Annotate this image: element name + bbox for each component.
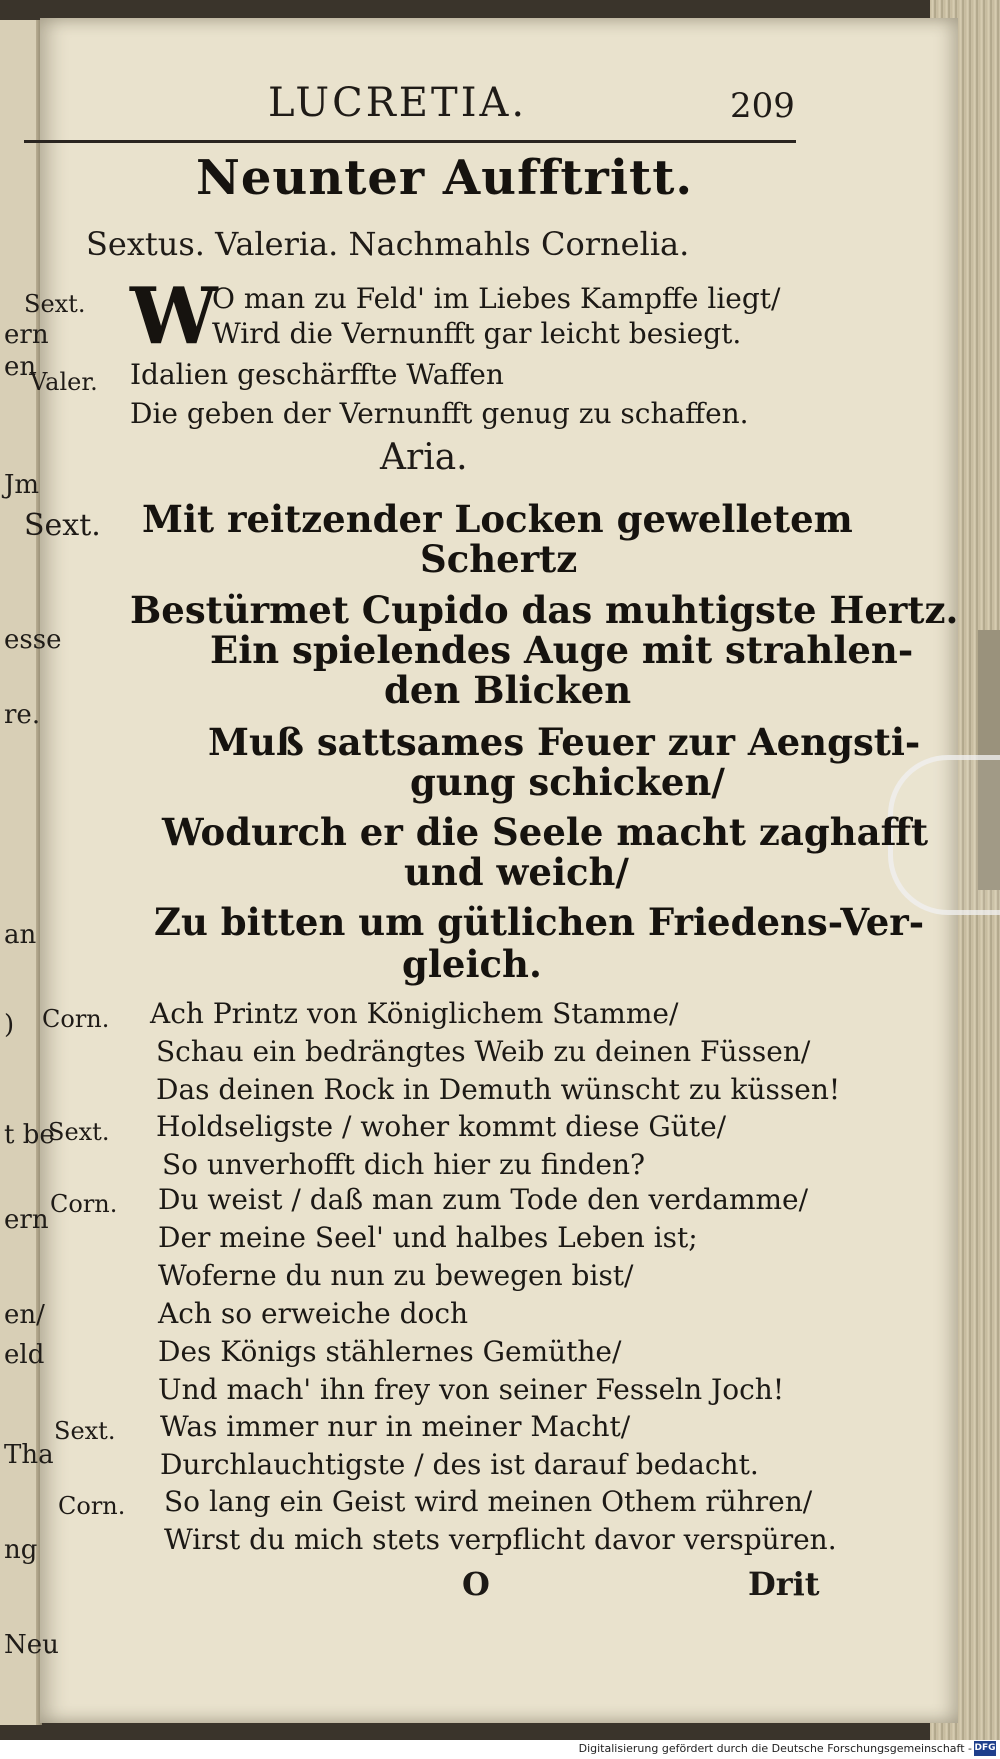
- aria-line: gleich.: [402, 942, 542, 986]
- catchword: Drit: [748, 1565, 820, 1603]
- character-list: Sextus. Valeria. Nachmahls Cornelia.: [86, 225, 690, 263]
- aria-line: Zu bitten um gütlichen Friedens-Ver-: [154, 900, 925, 944]
- left-fragment: ng: [4, 1535, 38, 1565]
- speaker-label: Sext.: [48, 1118, 110, 1146]
- aria-line: Bestürmet Cupido das muhtigste Hertz.: [130, 588, 959, 632]
- left-fragment: Tha: [4, 1440, 54, 1470]
- verse-line: Woferne du nun zu bewegen bist/: [158, 1259, 634, 1292]
- left-fragment: Jm: [4, 470, 40, 500]
- left-fragment: an: [4, 920, 37, 950]
- left-fragment: re.: [4, 700, 41, 730]
- left-fragment: en: [4, 352, 37, 382]
- verse-line: Was immer nur in meiner Macht/: [160, 1410, 631, 1443]
- verse-line: Des Königs stählernes Gemüthe/: [158, 1335, 622, 1368]
- running-title: LUCRETIA.: [268, 80, 528, 126]
- aria-line: den Blicken: [384, 668, 632, 712]
- aria-line: Ein spielendes Auge mit strahlen-: [210, 628, 914, 672]
- verse-line: Der meine Seel' und halbes Leben ist;: [158, 1221, 698, 1254]
- speaker-label: Valer.: [30, 368, 98, 396]
- verse-line: Ach so erweiche doch: [158, 1297, 469, 1330]
- verse-line: Wirst du mich stets verpflicht davor verspüren.: [164, 1523, 837, 1556]
- speaker-label: Corn.: [58, 1492, 126, 1520]
- verse-line: Das deinen Rock in Demuth wünscht zu küssen!: [156, 1073, 841, 1106]
- aria-line: Schertz: [420, 537, 578, 581]
- aria-line: Mit reitzender Locken gewelletem: [142, 497, 853, 541]
- aria-line: und weich/: [404, 850, 629, 894]
- left-fragment: eld: [4, 1340, 45, 1370]
- verse-line: Die geben der Vernunfft genug zu schaffen.: [130, 397, 749, 430]
- speaker-label: Corn.: [50, 1190, 118, 1218]
- speaker-label: Sext.: [24, 290, 86, 318]
- verse-line: O man zu Feld' im Liebes Kampffe liegt/: [212, 282, 781, 315]
- dfg-logo-icon: DFG: [974, 1741, 996, 1756]
- digitization-note: Digitalisierung gefördert durch die Deutsche Forschungsgemeinschaft -: [578, 1742, 972, 1755]
- verse-line: Wird die Vernunfft gar leicht besiegt.: [212, 317, 742, 350]
- verse-line: Durchlauchtigste / des ist darauf bedacht.: [160, 1448, 759, 1481]
- left-fragment: Neu: [4, 1630, 59, 1660]
- verse-line: Schau ein bedrängtes Weib zu deinen Füssen/: [156, 1035, 811, 1068]
- aria-line: Wodurch er die Seele macht zaghafft: [162, 810, 929, 854]
- scene-title: Neunter Aufftritt.: [196, 150, 694, 206]
- verse-line: Idalien geschärffte Waffen: [130, 358, 504, 391]
- verse-line: Holdseligste / woher kommt diese Güte/: [156, 1110, 727, 1143]
- header-rule: [24, 140, 796, 143]
- aria-heading: Aria.: [380, 437, 468, 478]
- left-fragment: ern: [4, 320, 49, 350]
- verse-line: So lang ein Geist wird meinen Othem rühren/: [164, 1485, 813, 1518]
- left-fragment: ern: [4, 1205, 49, 1235]
- left-fragment: ): [4, 1010, 15, 1040]
- aria-line: gung schicken/: [410, 760, 725, 804]
- speaker-label: Corn.: [42, 1005, 110, 1033]
- speaker-label: Sext.: [54, 1417, 116, 1445]
- speaker-label: Sext.: [24, 508, 101, 543]
- aria-line: Muß sattsames Feuer zur Aengsti-: [208, 720, 921, 764]
- drop-cap: W: [130, 271, 218, 362]
- verse-line: Und mach' ihn frey von seiner Fesseln Joch!: [158, 1373, 785, 1406]
- verse-line: Ach Printz von Königlichem Stamme/: [150, 997, 679, 1030]
- signature-mark: O: [462, 1565, 490, 1603]
- left-fragment: t be: [4, 1120, 55, 1150]
- verse-line: Du weist / daß man zum Tode den verdamme/: [158, 1183, 809, 1216]
- verse-line: So unverhofft dich hier zu finden?: [162, 1148, 645, 1181]
- left-fragment: en/: [4, 1300, 45, 1330]
- left-fragment: esse: [4, 625, 62, 655]
- page-number: 209: [730, 86, 795, 126]
